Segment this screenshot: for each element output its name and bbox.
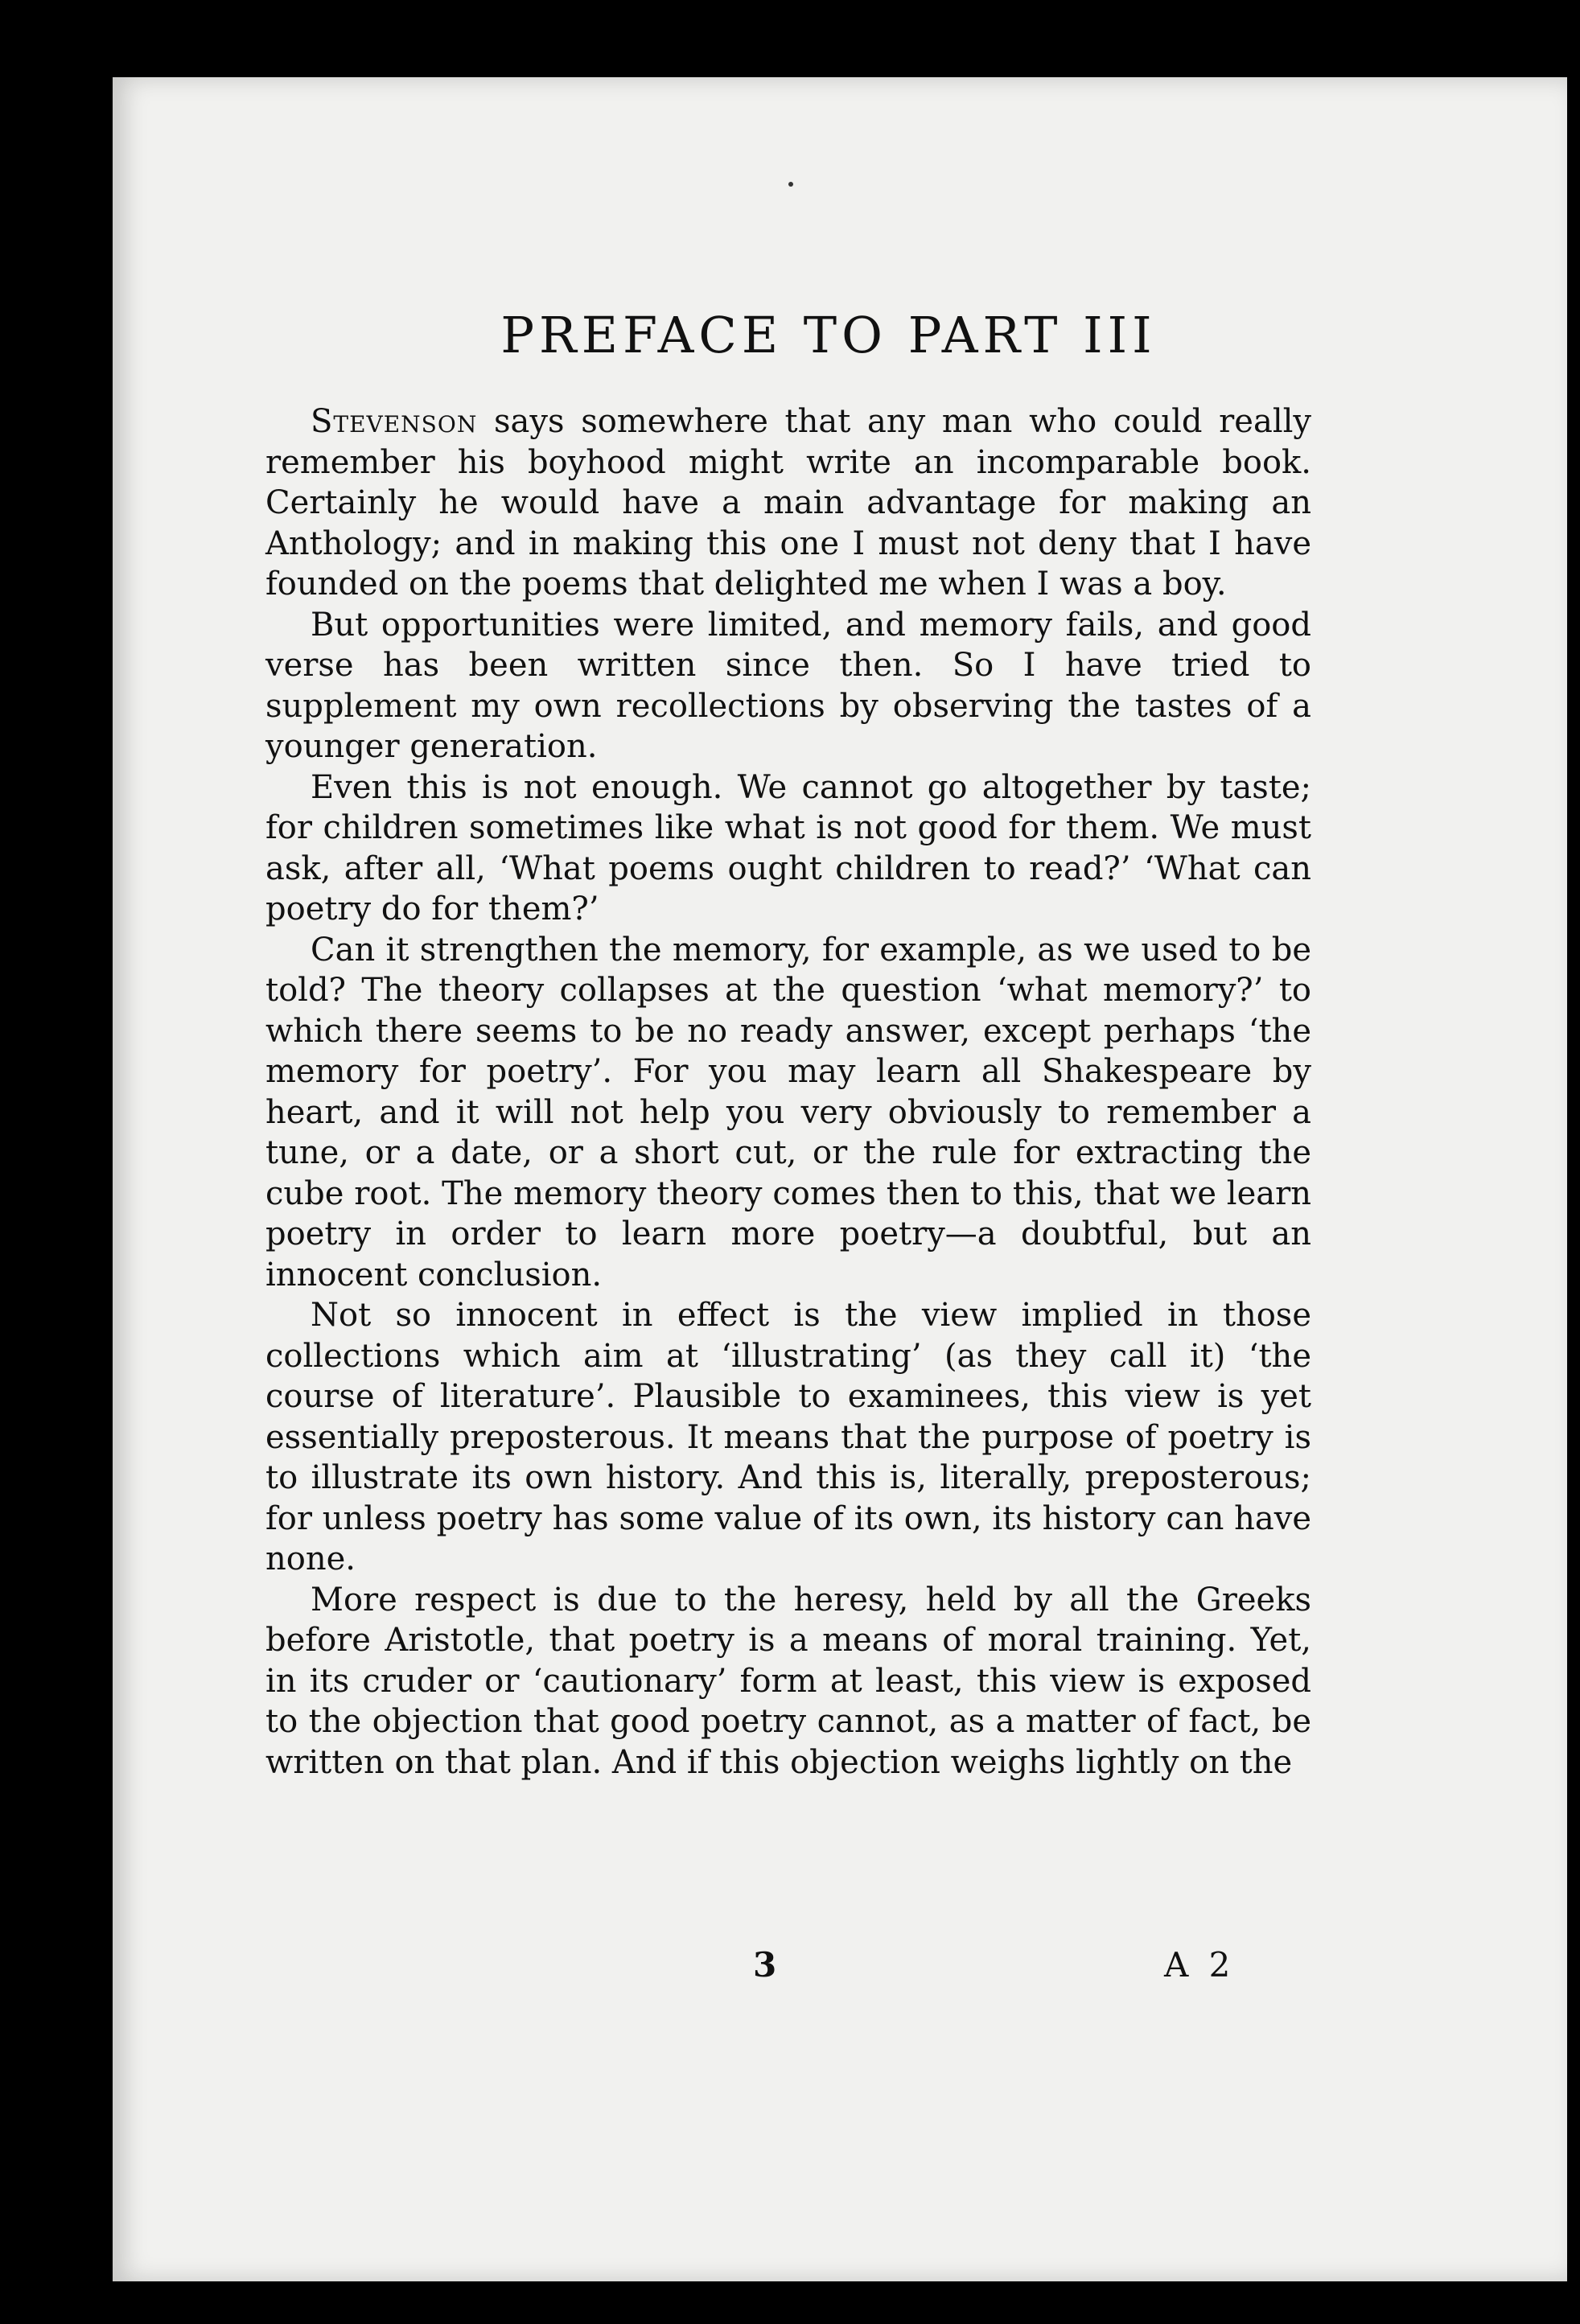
paragraph-text: Not so innocent in effect is the view implied in those collections which aim at ‘illustrating’ (as they call it) ‘the course of literature’. Plausible to examinees, this view is yet essentially preposterous. It means that the purpose of poetry is to illustrate its own history. And this is, literally, preposterous; for unless poetry has some value of its own, its history can have none.	[265, 1297, 1311, 1577]
paragraph-4	[265, 930, 1311, 1296]
paragraph-text: But opportunities were limited, and memory fails, and good verse has been written since then. So I have tried to supplement my own recollections by observing the tastes of a younger generation.	[265, 606, 1311, 765]
paragraph-5	[265, 1295, 1311, 1580]
paragraph-3	[265, 767, 1311, 930]
page-body	[265, 306, 1311, 1783]
paragraph-text: More respect is due to the heresy, held by all the Greeks before Aristotle, that poetry is a means of moral training. Yet, in its cruder or ‘cautionary’ form at least, this view is exposed to the objection that good poetry cannot, as a matter of fact, be written on that plan. And if this objection weighs lightly on the	[265, 1581, 1311, 1781]
page-footer	[265, 1945, 1311, 1993]
paragraph-1	[265, 401, 1311, 605]
paragraph-6	[265, 1580, 1311, 1783]
signature-mark: A 2	[1164, 1945, 1236, 1985]
speck-mark	[788, 182, 793, 187]
page-title: PREFACE TO PART III	[500, 306, 1157, 364]
paragraph-lead: Stevenson	[311, 403, 478, 440]
paragraph-text: says somewhere that any man who could really remember his boyhood might write an incomparable book. Certainly he would have a main advantage for making an Anthology; and in making this one I must not deny that I have founded on the poems that delighted me when I was a boy.	[265, 403, 1311, 603]
page-number: 3	[753, 1945, 777, 1985]
paragraph-2	[265, 605, 1311, 767]
paragraph-text: Even this is not enough. We cannot go altogether by taste; for children sometimes like what is not good for them. We must ask, after all, ‘What poems ought children to read?’ ‘What can poetry do for them?’	[265, 768, 1311, 928]
paragraph-text: Can it strengthen the memory, for example, as we used to be told? The theory collapses at the question ‘what memory?’ to which there seems to be no ready answer, except perhaps ‘the memory for poetry’. For you may learn all Shakespeare by heart, and it will not help you very obviously to remember a tune, or a date, or a short cut, or the rule for extracting the cube root. The memory theory comes then to this, that we learn poetry in order to learn more poetry—a doubtful, but an innocent conclusion.	[265, 931, 1311, 1294]
